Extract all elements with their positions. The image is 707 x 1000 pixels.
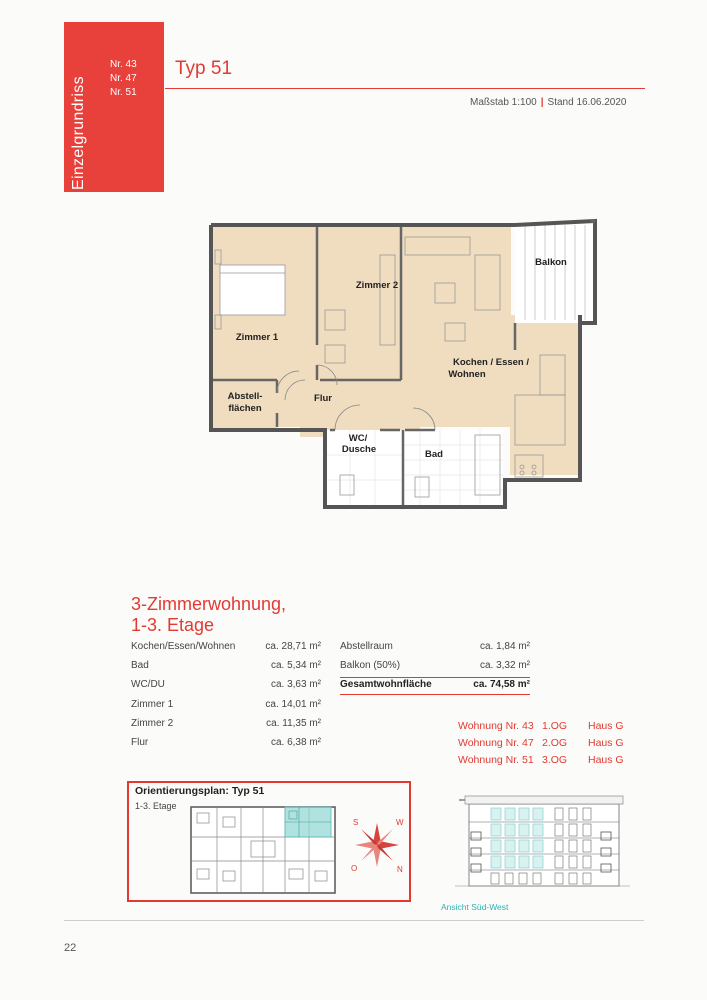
room-label-wc: WC/	[348, 433, 368, 444]
room-label-balkon: Balkon	[535, 257, 567, 268]
area-value: ca. 11,35 m²	[266, 717, 321, 729]
area-table-left	[131, 640, 321, 755]
view-caption: Ansicht Süd-West	[441, 902, 509, 912]
unit-row	[458, 737, 628, 754]
unit-name: Wohnung Nr. 51	[458, 754, 534, 766]
unit-name: Wohnung Nr. 47	[458, 737, 534, 749]
area-row	[340, 659, 530, 678]
unit-floor: 2.OG	[542, 737, 568, 749]
header-divider	[165, 88, 645, 89]
compass-s: S	[353, 818, 359, 827]
tab-label: Einzelgrundriss	[70, 76, 87, 190]
unit-list	[458, 720, 628, 771]
room-label-abstell: Abstell-	[227, 391, 263, 402]
compass-w: W	[396, 818, 404, 827]
orientation-plan-box	[127, 781, 411, 902]
area-label: WC/DU	[131, 679, 165, 691]
type-title: Typ 51	[175, 58, 233, 79]
apartment-number: Nr. 43	[110, 59, 137, 70]
area-label: Zimmer 2	[131, 717, 174, 729]
room-label-flur: Flur	[314, 393, 332, 404]
room-label-dusche: Dusche	[341, 444, 377, 455]
room-label-flaechen: flächen	[228, 403, 262, 414]
area-label: Flur	[131, 736, 149, 748]
total-area-label: Gesamtwohnfläche	[340, 679, 432, 691]
unit-row	[458, 720, 628, 737]
scale-info: Maßstab 1:100 | Stand 16.06.2020	[470, 97, 627, 108]
area-row	[131, 678, 321, 697]
floor-plan	[205, 215, 600, 510]
room-label-wohnen: Wohnen	[448, 369, 486, 380]
total-area-value: ca. 74,58 m²	[473, 679, 530, 691]
apartment-title-line2: 1-3. Etage	[131, 615, 215, 635]
apartment-title	[131, 594, 286, 636]
compass-o: O	[351, 864, 358, 873]
unit-house: Haus G	[588, 754, 624, 766]
area-label: Abstellraum	[340, 641, 393, 652]
apartment-numbers	[110, 58, 137, 100]
building-view-sketch	[455, 790, 630, 898]
apartment-number: Nr. 47	[110, 73, 137, 84]
apartment-title-line1: 3-Zimmerwohnung,	[131, 594, 287, 614]
unit-row	[458, 754, 628, 771]
area-label: Bad	[131, 660, 149, 672]
area-value: ca. 5,34 m²	[270, 660, 321, 672]
area-value: ca. 28,71 m²	[265, 641, 321, 652]
room-label-kochen: Kochen / Essen /	[452, 357, 530, 368]
compass-n: N	[397, 865, 403, 874]
apartment-number: Nr. 51	[110, 87, 137, 98]
unit-floor: 1.OG	[542, 720, 568, 732]
area-table-right	[340, 640, 530, 695]
area-row	[131, 736, 321, 755]
area-row	[131, 698, 321, 717]
room-label-zimmer2: Zimmer 2	[355, 280, 399, 291]
area-row	[131, 659, 321, 678]
footer-divider	[64, 920, 644, 921]
orientation-building-plan	[189, 797, 337, 901]
area-label: Kochen/Essen/Wohnen	[131, 641, 236, 652]
unit-house: Haus G	[588, 720, 624, 732]
area-value: ca. 3,63 m²	[270, 679, 321, 691]
orientation-title: Orientierungsplan: Typ 51	[135, 785, 265, 797]
page-number: 22	[64, 942, 77, 954]
area-row	[340, 640, 530, 659]
area-value: ca. 3,32 m²	[479, 660, 530, 672]
area-row	[131, 640, 321, 659]
unit-floor: 3.OG	[542, 754, 568, 766]
compass-rose	[347, 815, 407, 875]
room-label-zimmer1: Zimmer 1	[235, 332, 279, 343]
date-label: Stand 16.06.2020	[547, 97, 627, 108]
area-value: ca. 1,84 m²	[479, 641, 530, 652]
area-label: Zimmer 1	[131, 698, 174, 710]
area-value: ca. 6,38 m²	[270, 736, 321, 748]
unit-house: Haus G	[588, 737, 624, 749]
orientation-floor: 1-3. Etage	[135, 801, 177, 811]
area-value: ca. 14,01 m²	[265, 698, 321, 710]
room-label-bad: Bad	[425, 449, 443, 460]
scale-label: Maßstab 1:100	[470, 97, 537, 108]
area-row	[131, 717, 321, 736]
unit-name: Wohnung Nr. 43	[458, 720, 534, 732]
total-area-row	[340, 678, 530, 697]
area-label: Balkon (50%)	[340, 660, 401, 672]
